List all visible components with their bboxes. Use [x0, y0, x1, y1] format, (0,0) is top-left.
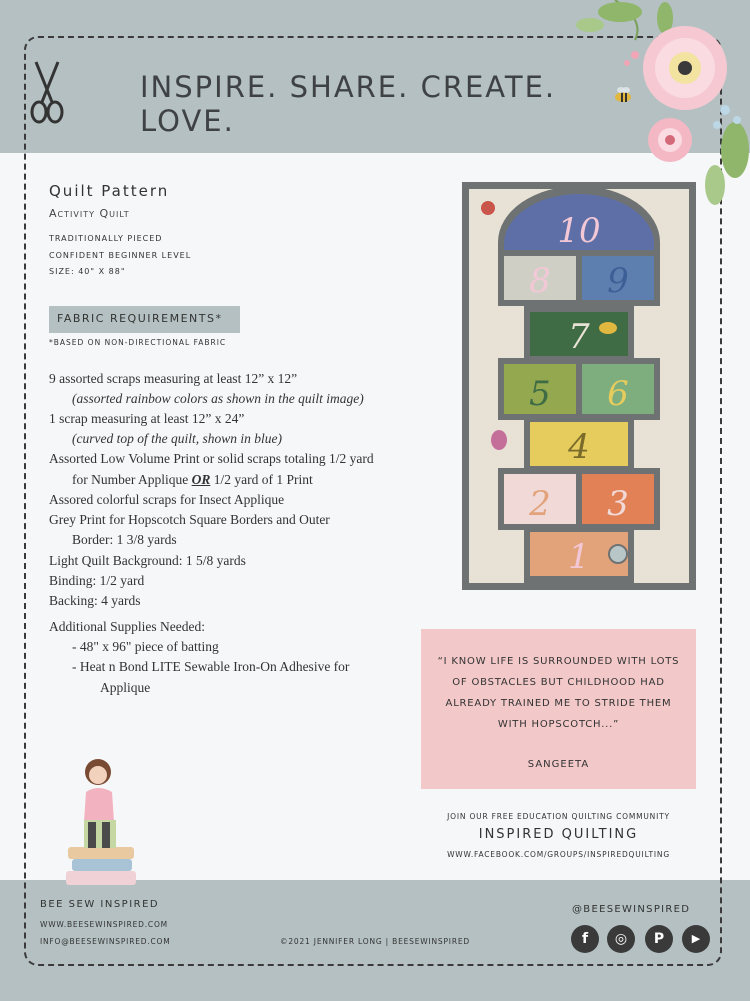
supply-item: - Heat n Bond LITE Sewable Iron-On Adhesive for [72, 659, 350, 674]
fabric-line: 1 scrap measuring at least 12” x 24” [49, 411, 245, 426]
quilt-number: 4 [568, 427, 590, 467]
supply-item: Applique [100, 680, 151, 695]
fabric-line: Backing: 4 yards [49, 593, 141, 608]
quilt-number: 2 [529, 484, 551, 524]
supply-item: - 48" x 96" piece of batting [72, 639, 219, 654]
pattern-detail: CONFIDENT BEGINNER LEVEL [49, 251, 192, 260]
quote-author: SANGEETA [527, 759, 590, 770]
quilt-illustration [462, 182, 696, 590]
tagline: INSPIRE. SHARE. CREATE. LOVE. [140, 70, 557, 138]
quilt-number: 3 [607, 484, 629, 524]
supplies-heading: Additional Supplies Needed: [49, 619, 205, 634]
quilt-number: 5 [529, 374, 551, 414]
quilt-number: 1 [568, 537, 590, 577]
fabric-line: Grey Print for Hopscotch Square Borders and Outer [49, 512, 330, 527]
pattern-detail: SIZE: 40" X 88" [49, 267, 126, 276]
quote-text: “I KNOW LIFE IS SURROUNDED WITH LOTS OF OBSTACLES BUT CHILDHOOD HAD ALREADY TRAINED ME TO STRIDE THEM WITH HOPSCOTCH...” [437, 656, 680, 730]
brand-name: BEE SEW INSPIRED [40, 899, 160, 910]
community-name: INSPIRED QUILTING [478, 827, 639, 842]
fabric-line [72, 472, 313, 488]
fabric-note: *BASED ON NON-DIRECTIONAL FABRIC [49, 338, 227, 347]
social-handle: @BEESEWINSPIRED [572, 904, 691, 915]
fabric-line: Border: 1 3/8 yards [72, 532, 177, 547]
fabric-line-part: 1/2 yard of 1 Print [213, 472, 313, 487]
quilt-number: 7 [568, 317, 590, 357]
fabric-line: Assored colorful scraps for Insect Applique [49, 492, 285, 507]
fabric-line: (curved top of the quilt, shown in blue) [72, 431, 282, 446]
pinterest-icon[interactable]: P [645, 925, 673, 953]
youtube-icon[interactable]: ▶ [682, 925, 710, 953]
fabric-line: 9 assorted scraps measuring at least 12” x 12” [49, 371, 298, 386]
instagram-icon[interactable]: ◎ [607, 925, 635, 953]
website-link[interactable]: WWW.BEESEWINSPIRED.COM [40, 920, 168, 929]
quilt-number: 6 [607, 374, 629, 414]
copyright: ©2021 JENNIFER LONG | BEESEWINSPIRED [280, 937, 470, 946]
facebook-icon[interactable]: f [571, 925, 599, 953]
quilter-illustration [62, 752, 142, 887]
pattern-detail: TRADITIONALLY PIECED [49, 234, 163, 243]
fabric-line: (assorted rainbow colors as shown in the quilt image) [72, 391, 364, 406]
community-url[interactable]: WWW.FACEBOOK.COM/GROUPS/INSPIREDQUILTING [447, 850, 670, 859]
fabric-line: Binding: 1/2 yard [49, 573, 145, 588]
email-link[interactable]: INFO@BEESEWINSPIRED.COM [40, 937, 171, 946]
pattern-title: Quilt Pattern [49, 182, 170, 200]
quote-box [421, 629, 696, 789]
fabric-requirements-heading: FABRIC REQUIREMENTS* [49, 306, 240, 333]
community-join-text: JOIN OUR FREE EDUCATION QUILTING COMMUNITY [447, 812, 670, 821]
fabric-or: OR [191, 472, 211, 487]
fabric-line-part: for Number Applique [72, 472, 189, 487]
quilt-number: 10 [557, 211, 601, 251]
fabric-line: Assorted Low Volume Print or solid scraps totaling 1/2 yard [49, 451, 374, 466]
fabric-line: Light Quilt Background: 1 5/8 yards [49, 553, 246, 568]
scissors-icon [22, 58, 72, 128]
quilt-number: 9 [607, 261, 629, 301]
quilt-number: 8 [529, 261, 551, 301]
pattern-subtitle: Activity Quilt [49, 207, 130, 220]
